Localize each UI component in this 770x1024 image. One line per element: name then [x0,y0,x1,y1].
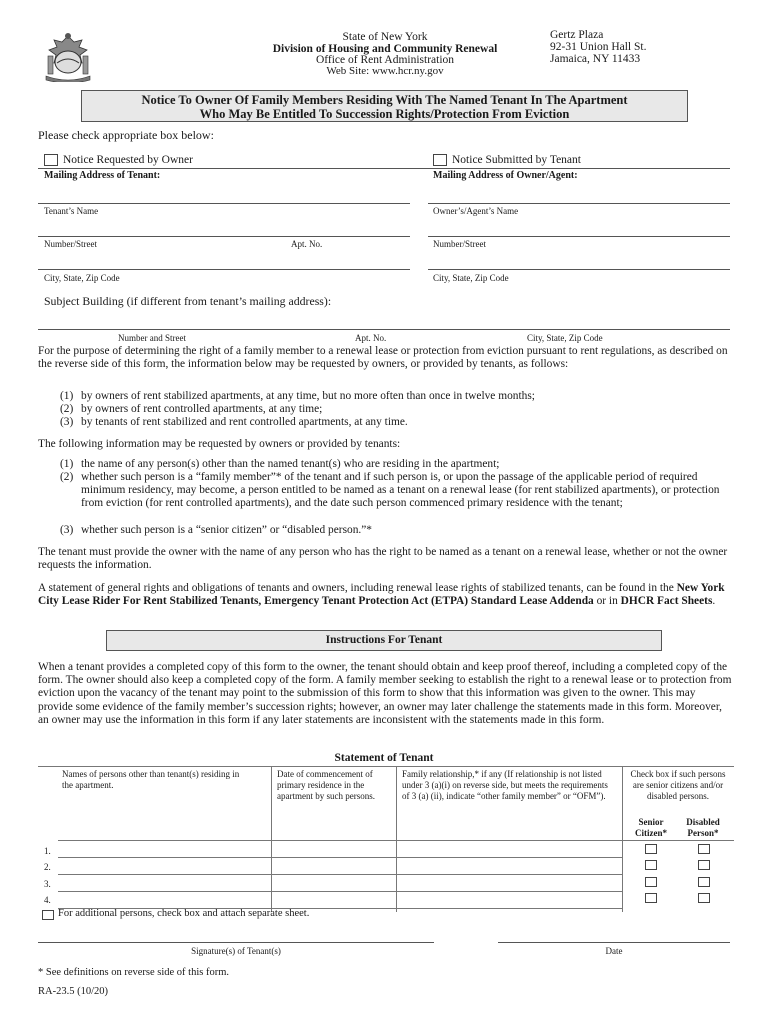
tenant-city-field[interactable] [38,269,410,270]
title-line-2: Who May Be Entitled To Succession Rights/Protection From Eviction [199,107,570,121]
subject-apt-label: Apt. No. [355,333,387,343]
owner-name-label: Owner’s/Agent’s Name [433,206,519,216]
list-item: (1) the name of any person(s) other than the named tenant(s) who are residing in the apartment; [60,458,500,470]
row-number: 3. [44,879,51,889]
instructions-text: When a tenant provides a completed copy of this form to the owner, the tenant should obtain and keep proof thereof, including a completed copy of the form. The owner should also keep a completed copy of the form. A family member seeking to establish the right to a renewal lease or to protection from eviction upon the vacancy of the tenant may point to the submission of this form to show that this information was given to the owner. This may provide some evidence of the family member’s succession rights; however, an owner may later challenge the statements made in this form. Moreover, an owner may use the information in this form if any later statements are inconsistent with the statements made in this form. [38,661,732,726]
row-1-field[interactable] [58,857,622,858]
col-header-senior: Senior Citizen* [635,817,667,838]
col-header-relationship: Family relationship,* if any (If relationship is not listed under 3 (a)(i) on reverse side, but meets the requirements of 3 (a) (ii), indicate “other family member” or “OFM”). [402,769,608,801]
owner-request-label: Notice Requested by Owner [63,154,193,166]
tenant-city-label: City, State, Zip Code [44,273,120,283]
row-3-field[interactable] [58,891,622,892]
signature-label: Signature(s) of Tenant(s) [191,946,281,956]
row-2-field[interactable] [58,874,622,875]
definitions-note: * See definitions on reverse side of this form. [38,967,229,978]
rights-statement-paragraph: A statement of general rights and obligations of tenants and owners, including renewal lease rights of stabilized tenants, can be found in the New York City Lease Rider For Rent Stabilized Tenants, Emergency Tenant Protection Act (ETPA) Standard Lease Addenda or in DHCR Fact Sheets. [38,582,725,608]
tenant-name-field[interactable] [38,203,410,204]
header-website: Web Site: www.hcr.ny.gov [326,65,444,77]
col-header-disabled: Disabled Person* [686,817,720,838]
subject-building-label: Subject Building (if different from tenant’s mailing address): [44,294,332,308]
header-office: Office of Rent Administration [315,54,455,66]
form-id: RA-23.5 (10/20) [38,986,108,997]
list-item: (3) by tenants of rent stabilized and rent controlled apartments, at any time. [60,416,408,428]
header-state: State of New York [342,31,428,43]
title-box [81,90,688,122]
row-number: 4. [44,895,51,905]
following-info-paragraph: The following information may be requested by owners or provided by tenants: [38,438,401,450]
owner-street-label: Number/Street [433,239,486,249]
col-header-check: Check box if such persons are senior citizens and/or disabled persons. [630,769,726,801]
instructions-heading: Instructions For Tenant [325,634,443,646]
purpose-paragraph: For the purpose of determining the right of a family member to a renewal lease or protection from eviction pursuant to rent regulations, as described on the reverse side of this form, the information below may be requested by owners, or provided by tenants, as follows: [38,345,728,371]
tenant-must-paragraph: The tenant must provide the owner with the name of any person who has the right to be named as a tenant on a renewal lease, whether or not the owner requests the information. [38,546,728,572]
check-prompt: Please check appropriate box below: [38,128,214,142]
address-line-2: 92-31 Union Hall St. [550,41,647,53]
title-line-1: Notice To Owner Of Family Members Residing With The Named Tenant In The Apartment [141,93,628,107]
row-3-disabled-checkbox[interactable] [698,877,710,887]
owner-name-field[interactable] [428,203,730,204]
address-line-3: Jamaica, NY 11433 [550,53,641,65]
header-division: Division of Housing and Community Renewal [272,43,498,55]
tenant-street-label: Number/Street [44,239,97,249]
col-header-names: Names of persons other than tenant(s) residing in the apartment. [62,769,240,790]
owner-street-field[interactable] [428,236,730,237]
owner-city-field[interactable] [428,269,730,270]
subject-building-field[interactable] [38,329,730,330]
tenant-name-label: Tenant’s Name [44,206,99,216]
address-line-1: Gertz Plaza [550,29,604,41]
subject-street-label: Number and Street [118,333,186,343]
row-1-disabled-checkbox[interactable] [698,844,710,854]
tenant-submit-checkbox[interactable] [433,154,447,166]
row-4-disabled-checkbox[interactable] [698,893,710,903]
col-header-date: Date of commencement of primary residence in the apartment by such persons. [277,769,375,801]
tenant-address-heading: Mailing Address of Tenant: [44,170,161,181]
state-seal [40,32,96,82]
list-item: (2) by owners of rent controlled apartments, at any time; [60,403,323,415]
tenant-street-field[interactable] [38,236,410,237]
list-item: (1) by owners of rent stabilized apartments, at any time, but no more often than once in twelve months; [60,390,535,402]
statement-heading: Statement of Tenant [334,752,434,764]
tenant-submit-label: Notice Submitted by Tenant [452,154,581,166]
list-item: (2) whether such person is a “family member”* of the tenant and if such person is, or upon the passage of the applicable period of required minimum residency, may become, a person entitled to be named as a tenant on a renewal lease (for rent stabilized apartments), or protection from eviction (for rent controlled apartments), and the date such person commenced primary residence with the tenant; [60,471,720,510]
instructions-heading-box [106,630,662,651]
owner-address-heading: Mailing Address of Owner/Agent: [433,170,578,181]
date-label: Date [605,946,623,956]
row-3-senior-checkbox[interactable] [645,877,657,887]
subject-city-label: City, State, Zip Code [527,333,603,343]
additional-persons-label: For additional persons, check box and attach separate sheet. [58,908,310,919]
list-item: (3) whether such person is a “senior citizen” or “disabled person.”* [60,524,372,536]
row-2-disabled-checkbox[interactable] [698,860,710,870]
tenant-apt-label: Apt. No. [291,239,323,249]
row-number: 1. [44,846,51,856]
row-4-senior-checkbox[interactable] [645,893,657,903]
owner-city-label: City, State, Zip Code [433,273,509,283]
row-1-senior-checkbox[interactable] [645,844,657,854]
signature-field[interactable] [38,942,434,943]
date-field[interactable] [498,942,730,943]
row-number: 2. [44,862,51,872]
additional-persons-checkbox[interactable] [42,910,54,920]
owner-request-checkbox[interactable] [44,154,58,166]
row-2-senior-checkbox[interactable] [645,860,657,870]
